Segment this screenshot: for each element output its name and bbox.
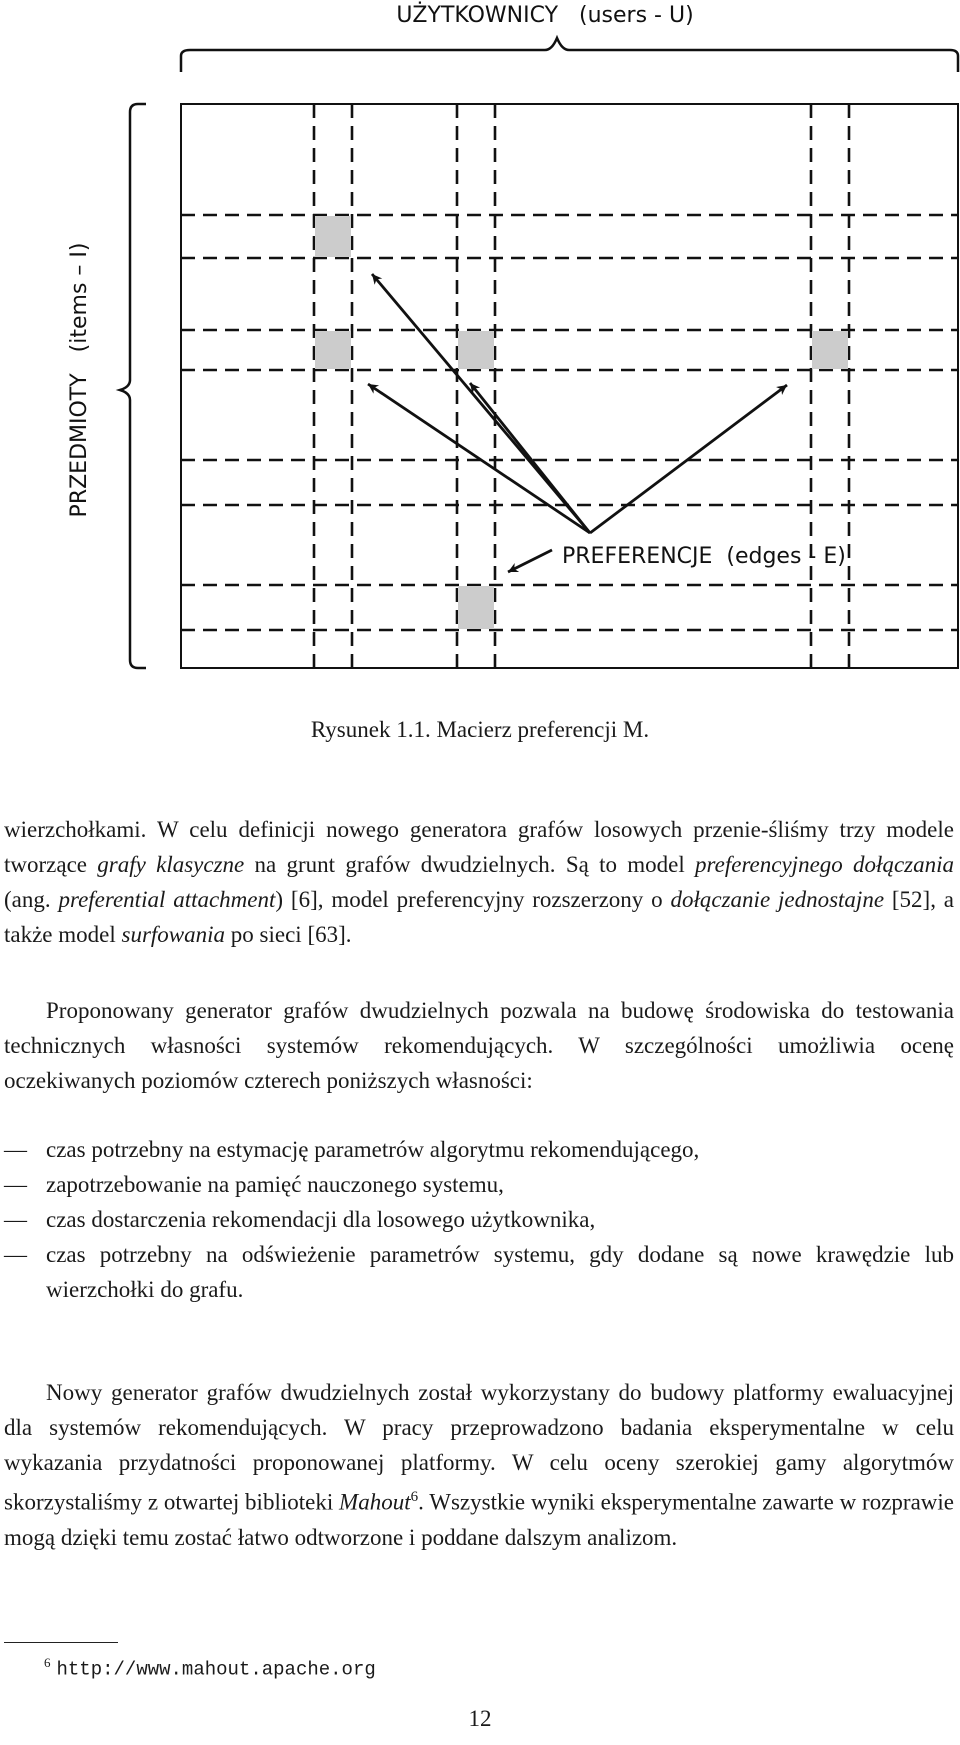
text-run: po sieci [63]. [225,922,352,947]
arrow [368,384,590,533]
users-brace [181,38,958,72]
preference-cell [315,331,351,369]
footnote-ref: 6 [410,1489,419,1505]
list-dash: — [4,1207,27,1232]
text-run-italic: dołączanie jednostajne [670,887,885,912]
matrix-grid [181,104,958,668]
list-item-text: zapotrzebowanie na pamięć nauczonego systemu, [46,1172,504,1197]
list-item-text: czas dostarczenia rekomendacji dla losowego użytkownika, [46,1207,596,1232]
text-run: . Wszystkie wyniki eksperymentalne zawarte w rozprawie mogą dzięki temu zostać łatwo odtworzone i poddane dalszym analizom. [4,1489,954,1550]
text-run: na grunt grafów dwudzielnych. Są to model [244,852,696,877]
preferences-label: PREFERENCJE (edges - E) [562,544,846,569]
text-run: ) [6], model preferencyjny rozszerzony o [275,887,671,912]
users-label: UŻYTKOWNICY (users - U) [396,3,694,28]
property-list [4,1132,954,1307]
list-dash: — [4,1137,27,1162]
paragraph-3 [4,1375,954,1555]
text-run: wierzchołkami. W celu definicji nowego generatora grafów losowych przenie-śliśmy trzy modele tworzące [4,817,954,877]
list-item [4,1167,954,1202]
footnote-rule [4,1642,118,1643]
list-dash: — [4,1242,27,1267]
text-run: [52], a także model [4,887,954,947]
preference-cell [458,331,494,369]
text-run: Nowy generator grafów dwudzielnych został wykorzystany do budowy platformy ewaluacyjnej dla systemów rekomendujących. W pracy przeprowadzono badania eksperymentalne w celu wykazania przydatności proponowanej platformy. W celu oceny szerokiej gamy algorytmów skorzystaliśmy z otwartej biblioteki [4,1380,954,1515]
items-brace [120,104,146,668]
list-item-text: czas potrzebny na odświeżenie parametrów systemu, gdy dodane są nowe krawędzie lub wierzchołki do grafu. [46,1242,954,1302]
page-number: 12 [468,1706,492,1731]
footnote [44,1655,376,1680]
list-item [4,1132,954,1167]
text-run-italic: Mahout [339,1489,411,1515]
matrix-frame [181,104,958,668]
text-run: (ang. [4,887,59,912]
list-dash: — [4,1172,27,1197]
list-item-text: czas potrzebny na estymację parametrów algorytmu rekomendującego, [46,1137,700,1162]
footnote-mark: 6 [44,1655,51,1670]
preference-arrows [368,274,787,572]
list-item [4,1202,954,1237]
list-item [4,1237,954,1307]
text-run-italic: surfowania [121,922,226,947]
arrow [508,550,552,572]
preference-cell [812,331,848,369]
text-run-italic: grafy klasyczne [97,852,245,877]
paragraph-1 [4,812,954,952]
preference-cell [315,216,351,257]
preference-matrix-figure [0,0,960,700]
text-run-italic: preferential attachment [58,887,276,912]
figure-caption: Rysunek 1.1. Macierz preferencji M. [310,717,650,742]
arrow [470,383,590,533]
items-label: PRZEDMIOTY (items – I) [67,242,92,518]
paragraph-2 [4,993,954,1098]
paragraph-2-text: Proponowany generator grafów dwudzielnych pozwala na budowę środowiska do testowania technicznych własności systemów rekomendujących. W szczególności umożliwia ocenę oczekiwanych poziomów czterech poniższych własności: [4,998,954,1093]
footnote-url[interactable]: http://www.mahout.apache.org [56,1658,376,1681]
preference-cell [458,586,494,629]
text-run-italic: preferencyjnego dołączania [695,852,954,877]
